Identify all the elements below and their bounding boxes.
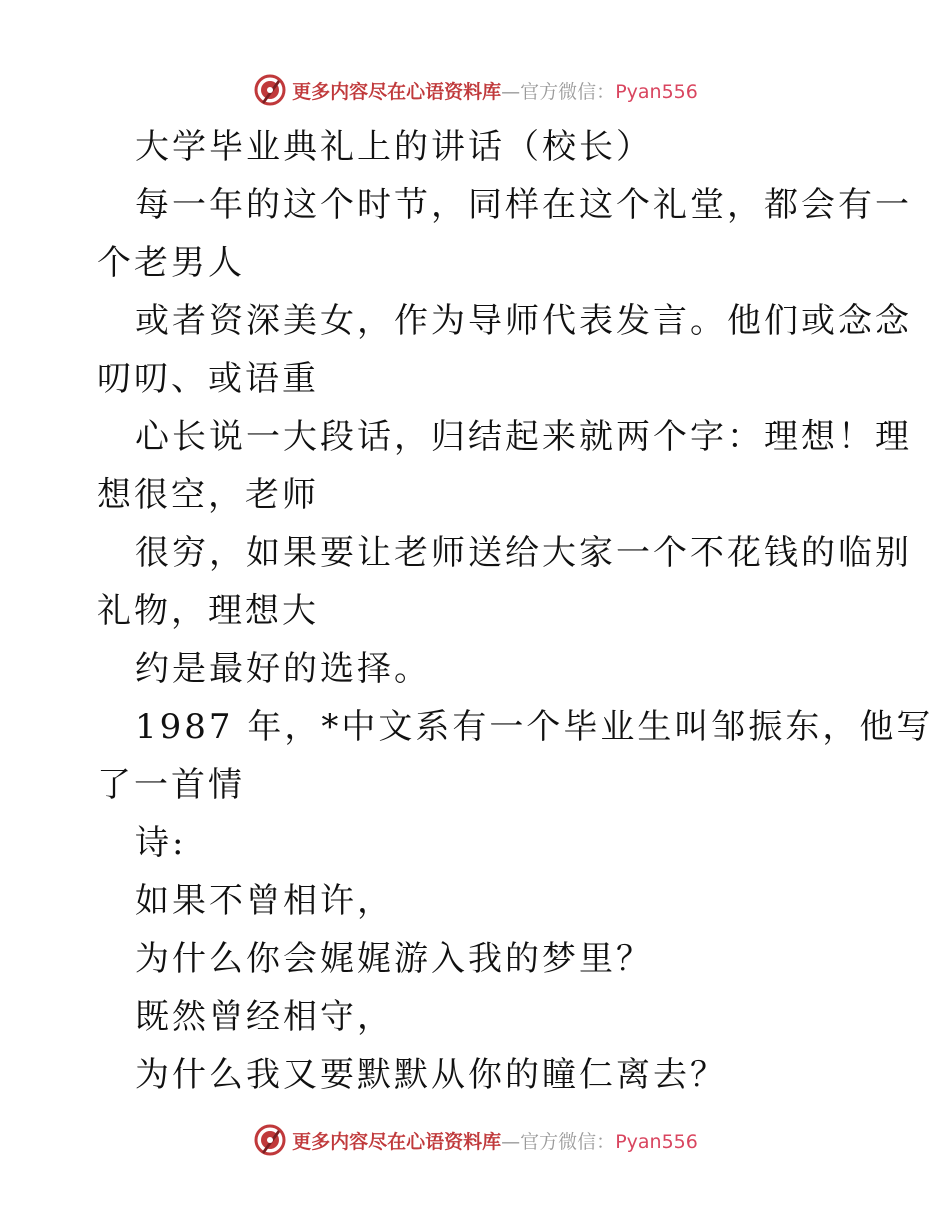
watermark-official-label: 官方微信：	[520, 80, 616, 103]
doc-line: 个老男人	[97, 243, 245, 283]
footer-watermark	[0, 1120, 950, 1160]
doc-line: 既然曾经相守，	[135, 997, 394, 1037]
watermark-main-text: 更多内容尽在心语资料库	[292, 1130, 502, 1153]
doc-line: 了一首情	[97, 765, 245, 805]
doc-line: 诗:	[135, 823, 187, 863]
doc-line: 为什么我又要默默从你的瞳仁离去？	[135, 1055, 727, 1095]
header-watermark	[0, 70, 950, 110]
doc-line: 1987 年，*中文系有一个毕业生叫邹振东，他写	[135, 707, 934, 747]
doc-line: 为什么你会娓娓游入我的梦里？	[135, 939, 653, 979]
doc-line: 礼物，理想大	[97, 591, 319, 631]
document-body	[97, 118, 934, 1104]
doc-line: 或者资深美女，作为导师代表发言。他们或念念	[135, 301, 912, 341]
watermark-account: Pyan556	[615, 80, 698, 103]
doc-line: 每一年的这个时节，同样在这个礼堂，都会有一	[135, 185, 912, 225]
doc-line: 如果不曾相许，	[135, 881, 394, 921]
quill-logo-icon	[252, 1122, 288, 1158]
quill-logo-icon	[252, 72, 288, 108]
watermark-account: Pyan556	[615, 1130, 698, 1153]
doc-line: 约是最好的选择。	[135, 649, 431, 689]
doc-line: 很穷，如果要让老师送给大家一个不花钱的临别	[135, 533, 912, 573]
doc-line: 心长说一大段话，归结起来就两个字：理想！理	[135, 417, 912, 457]
doc-line: 想很空，老师	[97, 475, 319, 515]
watermark-main-text: 更多内容尽在心语资料库	[292, 80, 502, 103]
doc-line: 大学毕业典礼上的讲话（校长）	[135, 127, 653, 167]
watermark-dash: —	[501, 1130, 521, 1153]
watermark-official-label: 官方微信：	[520, 1130, 616, 1153]
doc-line: 叨叨、或语重	[97, 359, 319, 399]
watermark-dash: —	[501, 80, 521, 103]
